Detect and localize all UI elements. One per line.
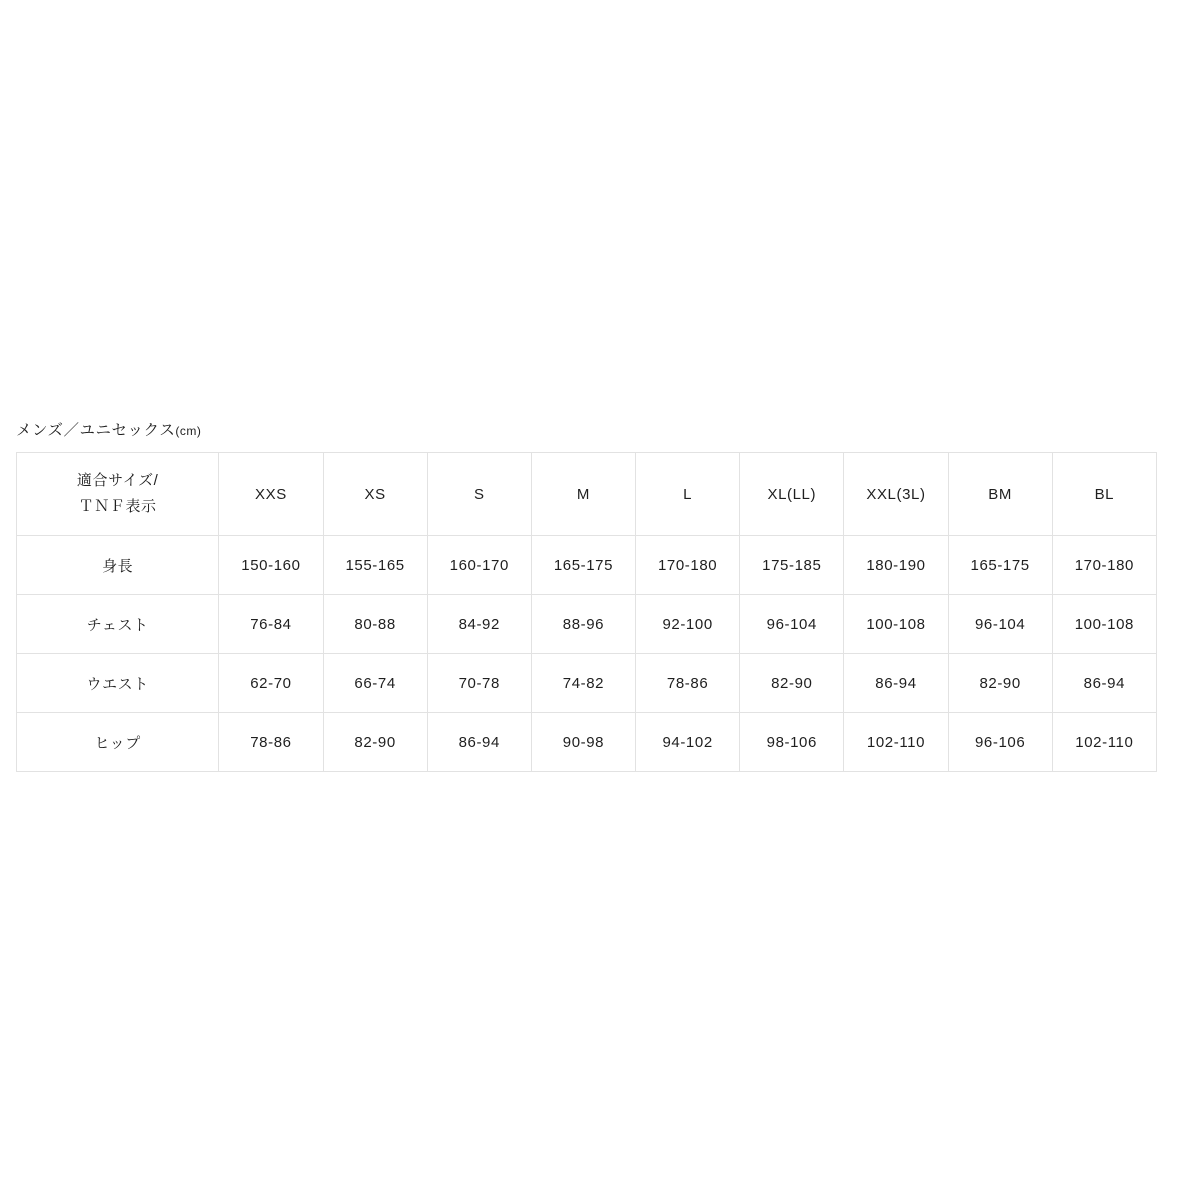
- cell-chest-m: 88-96: [531, 595, 635, 654]
- column-header-l: L: [636, 453, 740, 536]
- cell-hip-bl: 102-110: [1052, 713, 1156, 772]
- table-row: [17, 536, 1157, 595]
- cell-hip-l: 94-102: [636, 713, 740, 772]
- cell-hip-s: 86-94: [427, 713, 531, 772]
- table-row: [17, 595, 1157, 654]
- table-row: [17, 654, 1157, 713]
- column-header-bl: BL: [1052, 453, 1156, 536]
- cell-hip-xl: 98-106: [740, 713, 844, 772]
- cell-chest-xl: 96-104: [740, 595, 844, 654]
- cell-height-m: 165-175: [531, 536, 635, 595]
- column-header-xxl: XXL(3L): [844, 453, 948, 536]
- row-label-chest: チェスト: [17, 595, 219, 654]
- row-label-height: 身長: [17, 536, 219, 595]
- size-table-wrapper: [16, 452, 1157, 772]
- cell-waist-bm: 82-90: [948, 654, 1052, 713]
- table-caption: [16, 418, 201, 440]
- cell-height-bl: 170-180: [1052, 536, 1156, 595]
- corner-line-2: ＴＮＦ表示: [78, 498, 157, 515]
- row-label-hip: ヒップ: [17, 713, 219, 772]
- cell-waist-xxs: 62-70: [219, 654, 323, 713]
- cell-chest-bm: 96-104: [948, 595, 1052, 654]
- column-header-xl: XL(LL): [740, 453, 844, 536]
- cell-waist-xxl: 86-94: [844, 654, 948, 713]
- cell-hip-xxl: 102-110: [844, 713, 948, 772]
- corner-line-1: 適合サイズ/: [76, 471, 159, 489]
- cell-waist-xs: 66-74: [323, 654, 427, 713]
- cell-hip-xs: 82-90: [323, 713, 427, 772]
- table-header-row: [17, 453, 1157, 536]
- cell-chest-xxl: 100-108: [844, 595, 948, 654]
- cell-waist-m: 74-82: [531, 654, 635, 713]
- cell-waist-bl: 86-94: [1052, 654, 1156, 713]
- cell-waist-s: 70-78: [427, 654, 531, 713]
- column-header-m: M: [531, 453, 635, 536]
- cell-chest-s: 84-92: [427, 595, 531, 654]
- cell-hip-bm: 96-106: [948, 713, 1052, 772]
- cell-height-bm: 165-175: [948, 536, 1052, 595]
- cell-height-s: 160-170: [427, 536, 531, 595]
- cell-waist-l: 78-86: [636, 654, 740, 713]
- cell-chest-bl: 100-108: [1052, 595, 1156, 654]
- cell-chest-xxs: 76-84: [219, 595, 323, 654]
- cell-hip-xxs: 78-86: [219, 713, 323, 772]
- cell-height-xl: 175-185: [740, 536, 844, 595]
- column-header-xxs: XXS: [219, 453, 323, 536]
- cell-height-xs: 155-165: [323, 536, 427, 595]
- column-header-xs: XS: [323, 453, 427, 536]
- cell-chest-xs: 80-88: [323, 595, 427, 654]
- cell-height-xxl: 180-190: [844, 536, 948, 595]
- caption-unit: (cm): [175, 424, 202, 438]
- size-table: [16, 452, 1157, 772]
- cell-height-xxs: 150-160: [219, 536, 323, 595]
- cell-height-l: 170-180: [636, 536, 740, 595]
- cell-hip-m: 90-98: [531, 713, 635, 772]
- cell-waist-xl: 82-90: [740, 654, 844, 713]
- column-header-s: S: [427, 453, 531, 536]
- table-corner-cell: [17, 453, 219, 536]
- row-label-waist: ウエスト: [17, 654, 219, 713]
- table-row: [17, 713, 1157, 772]
- cell-chest-l: 92-100: [636, 595, 740, 654]
- column-header-bm: BM: [948, 453, 1052, 536]
- caption-text: メンズ／ユニセックス: [16, 422, 176, 439]
